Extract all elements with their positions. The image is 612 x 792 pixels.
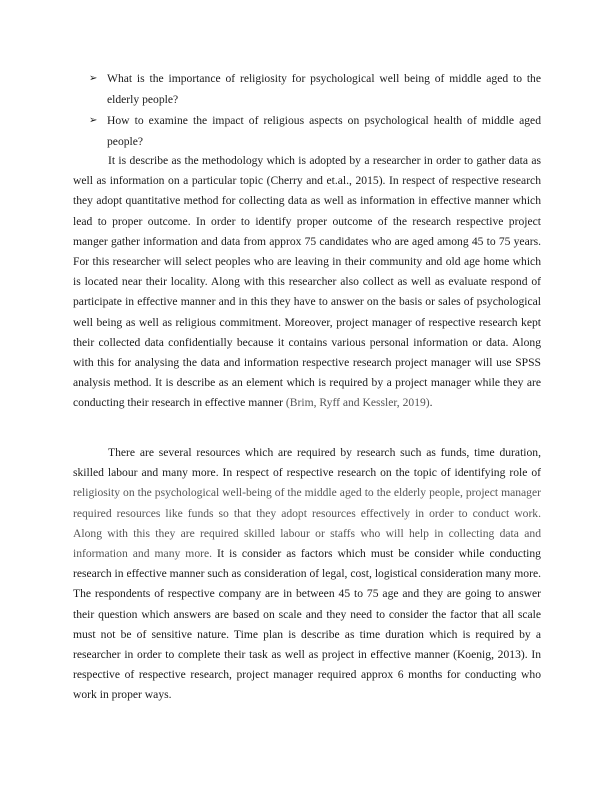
arrow-bullet-icon: ➢ — [89, 73, 98, 84]
resources-paragraph — [73, 443, 541, 706]
resources-text-part2: religiosity on the psychological well-being of the middle aged to the elderly people, project manager required resources like funds so that they adopt resources effectively in order to conduct work. Along with this they are required skilled labour or staffs who will help in collecting data and information and many more. — [73, 486, 541, 561]
research-question-2 — [89, 110, 541, 152]
research-question-text: What is the importance of religiosity for psychological well being of middle aged to the elderly people? — [107, 72, 541, 106]
resources-text-part1: There are several resources which are required by research such as funds, time duration, skilled labour and many more. In respect of respective research on the topic of identifying role of — [73, 446, 541, 480]
research-question-text: How to examine the impact of religious aspects on psychological health of middle aged people? — [107, 114, 541, 148]
methodology-text: It is describe as the methodology which is adopted by a researcher in order to gather data as well as information on a particular topic (Cherry and et.al., 2015). In respect of respective research they adopt quantitative method for collecting data as well as information in effective manner which lead to proper outcome. In order to identify proper outcome of the research respective project manger gather information and data from approx 75 candidates who are aged among 45 to 75 years. For this researcher will select peoples who are leaving in their community and old age home which is located near their locality. Along with this researcher also collect as well as evaluate respond of participate in effective manner and in this they have to answer on the basis or sales of psychological well being as well as religious commitment. Moreover, project manager of respective research kept their collected data confidentially because it contains various personal information or data. Along with this for analysing the data and information respective research project manager will use SPSS analysis method. It is describe as an element which is required by a project manager while they are conducting their research in effective manner — [73, 154, 541, 410]
sentence-end: . — [429, 396, 433, 410]
arrow-bullet-icon: ➢ — [89, 115, 98, 126]
methodology-paragraph — [73, 151, 541, 414]
resources-text-part3: It is consider as factors which must be consider while conducting research in effective manner such as consideration of legal, cost, logistical consideration many more. The respondents of respective company are in between 45 to 75 age and they are going to answer their question which answers are based on scale and they need to consider the factor that all scale must not be of sensitive nature. Time plan is describe as time duration which is required by a researcher in order to complete their task as well as project in effective manner (Koenig, 2013). In respective of respective research, project manager required approx 6 months for conducting who work in proper ways. — [73, 547, 541, 702]
research-question-1 — [89, 68, 541, 110]
citation: (Brim, Ryff and Kessler, 2019) — [285, 396, 430, 410]
